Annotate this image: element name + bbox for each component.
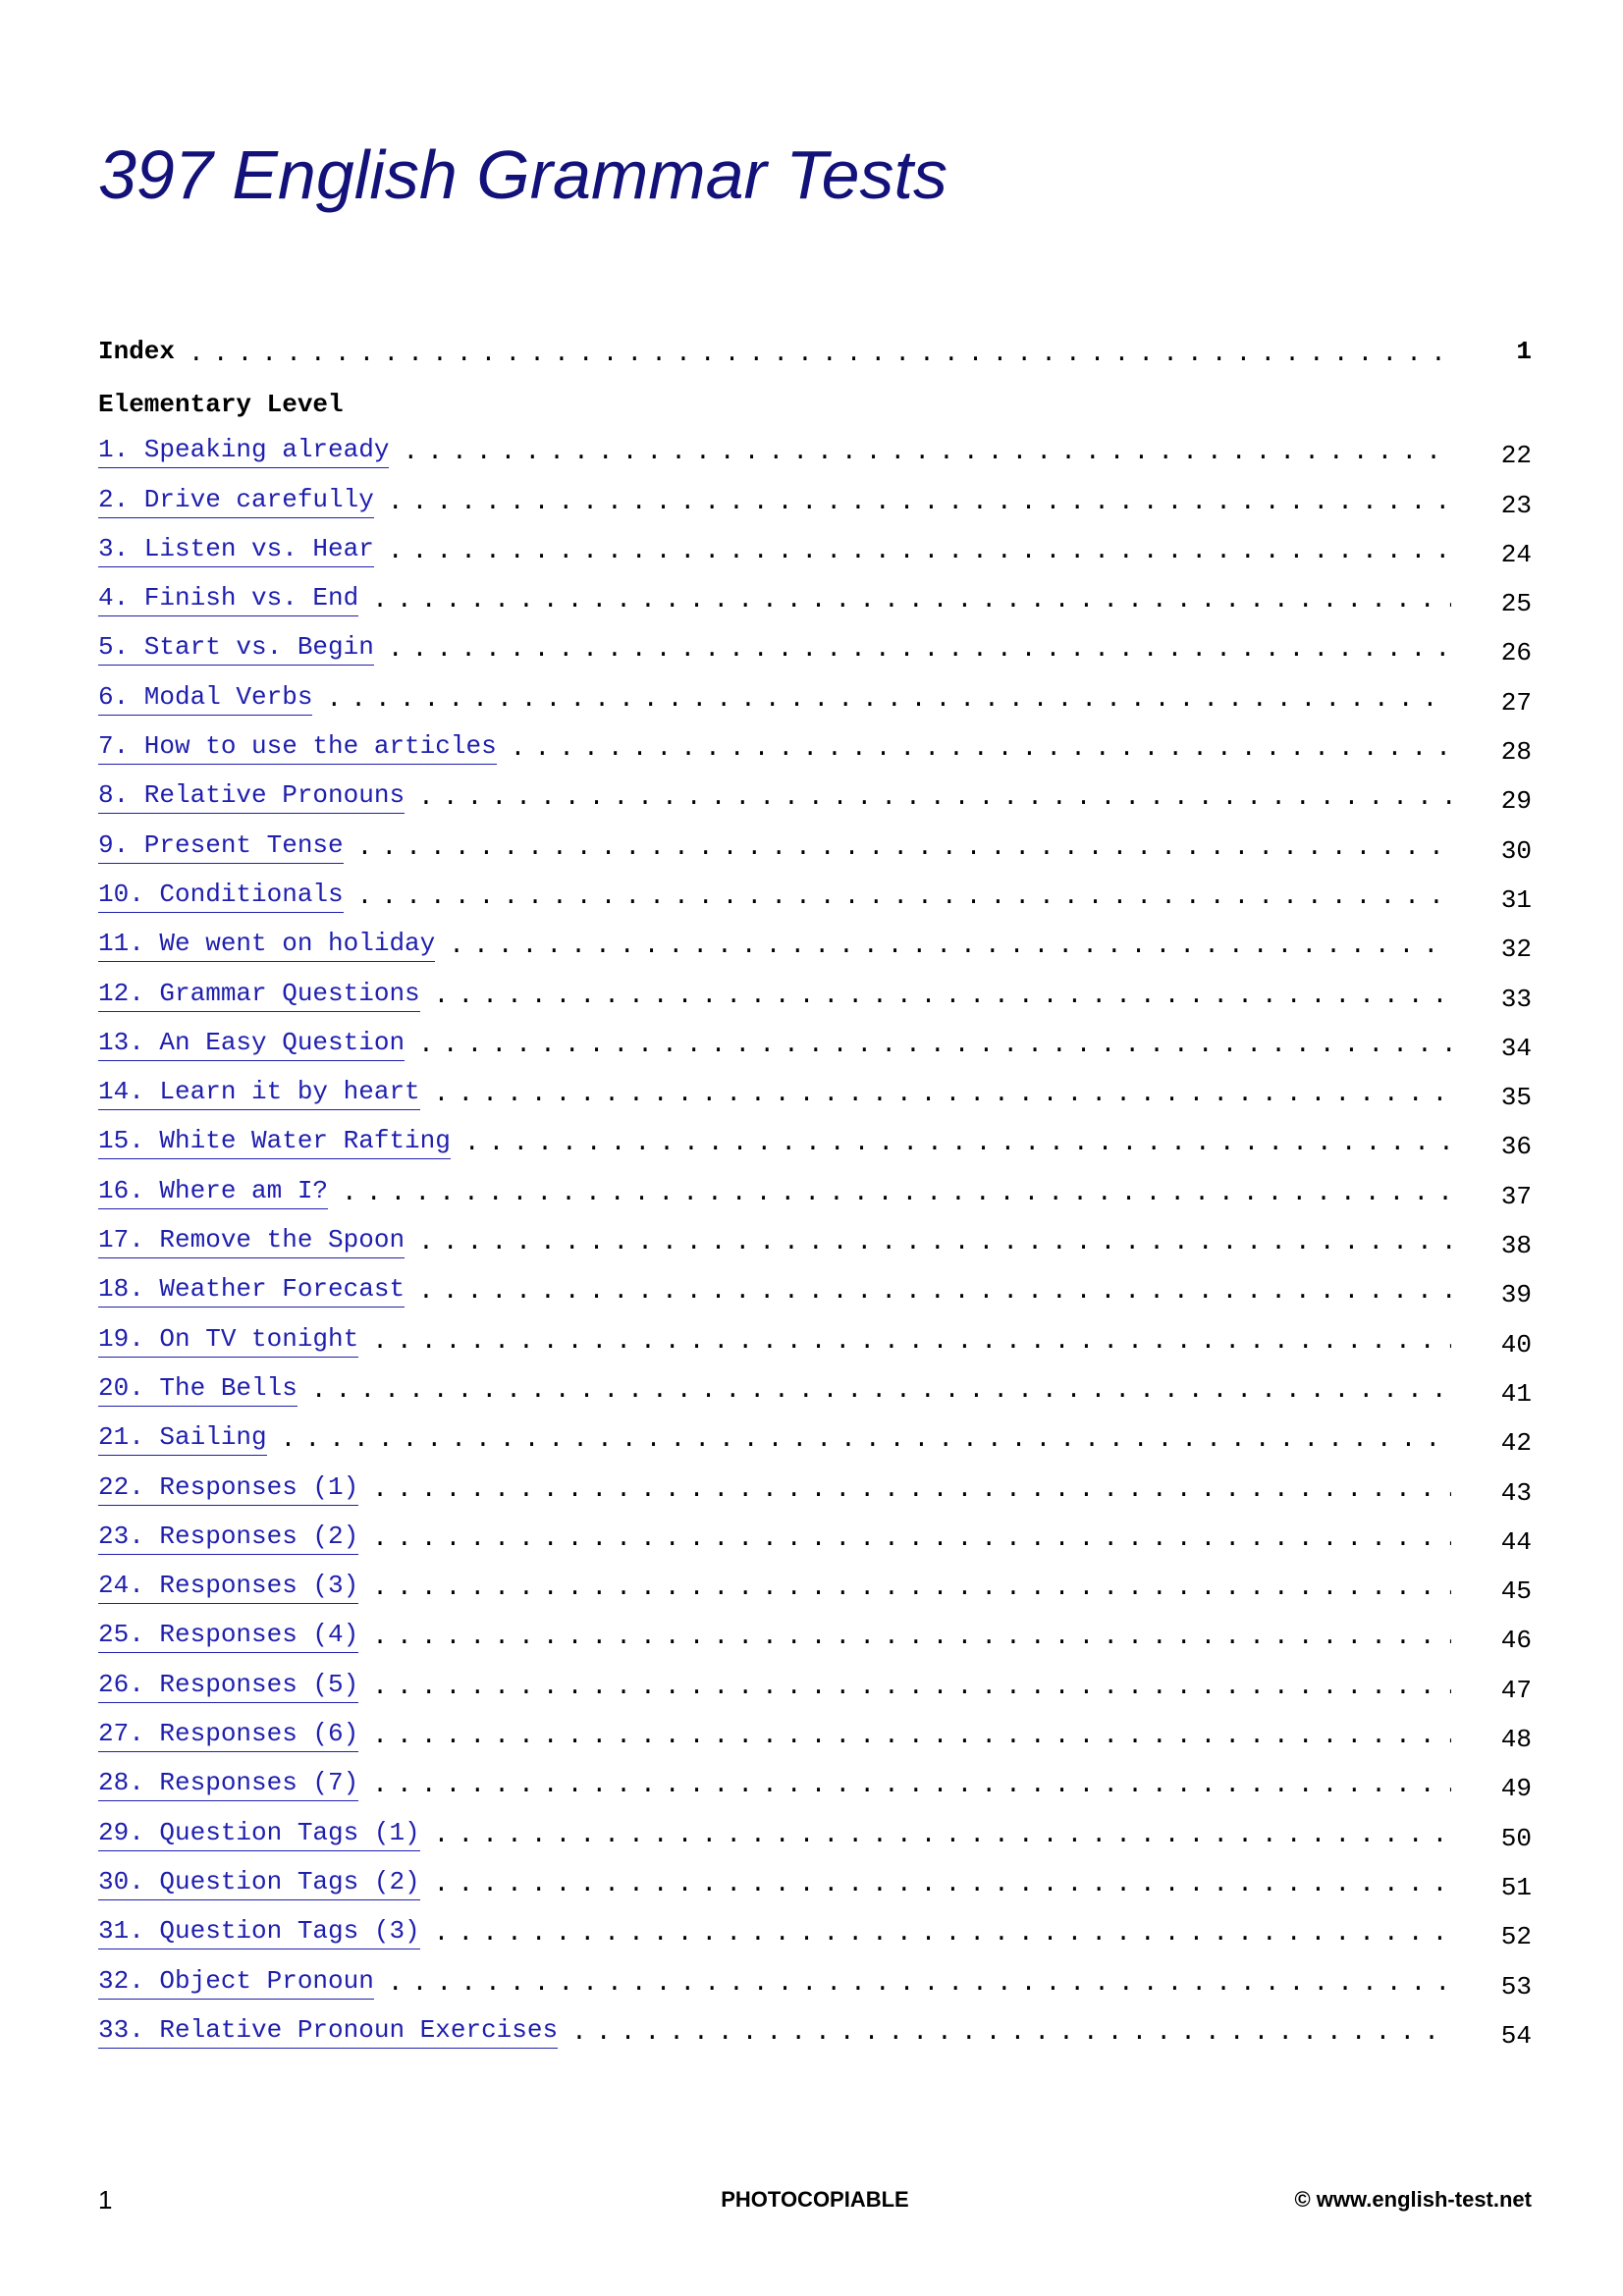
- toc-entry-label: [98, 632, 374, 675]
- toc-index-label: Index: [98, 337, 176, 366]
- toc-entry-page: 28: [1500, 737, 1532, 768]
- toc-entry-label: [98, 1818, 420, 1861]
- toc-entry-page: 27: [1500, 687, 1532, 718]
- toc-leader-dots: [464, 1128, 1451, 1169]
- toc-entry-label: [98, 1916, 420, 1959]
- toc-leader-dots: [372, 1721, 1451, 1762]
- toc-entry: [98, 626, 1532, 675]
- toc-entry-label: [98, 929, 435, 972]
- toc-entry: [98, 478, 1532, 527]
- toc-entry-label: [98, 1225, 405, 1268]
- toc-entry-page: 31: [1500, 884, 1532, 915]
- toc-entry-page: 37: [1500, 1181, 1532, 1211]
- toc-entry-page: 44: [1500, 1526, 1532, 1557]
- toc-entry-page: 45: [1500, 1576, 1532, 1607]
- toc-entry: [98, 725, 1532, 774]
- toc-entry-label: [98, 583, 358, 626]
- toc-entry: [98, 1811, 1532, 1860]
- section-heading: Elementary Level: [98, 390, 344, 419]
- toc-leader-dots: [434, 1918, 1451, 1959]
- toc-entry-page: 35: [1500, 1083, 1532, 1113]
- toc-entry: [98, 1516, 1532, 1565]
- toc-leader-dots: [281, 1424, 1451, 1466]
- toc-leader-dots: [434, 981, 1451, 1022]
- toc-entry-page: 32: [1500, 934, 1532, 965]
- toc-entry-label: [98, 979, 420, 1022]
- toc-entry-label: [98, 485, 374, 528]
- toc-entry-page: 22: [1500, 441, 1532, 471]
- toc-entry-link[interactable]: 4. Finish vs. End: [98, 583, 358, 616]
- toc-entry-link[interactable]: 30. Question Tags (2): [98, 1867, 420, 1900]
- toc-entry-label: [98, 1571, 358, 1614]
- toc-entry-label: [98, 880, 344, 923]
- toc-entry-page: 23: [1500, 490, 1532, 520]
- toc-entry-page: 36: [1500, 1132, 1532, 1162]
- toc-leader-dots: [418, 1030, 1451, 1071]
- toc-entry-page: 42: [1500, 1428, 1532, 1459]
- toc-entry-page: 54: [1500, 2020, 1532, 2051]
- toc-index-row: [98, 331, 1532, 380]
- toc-leader-dots: [403, 437, 1451, 478]
- toc-entry-link[interactable]: 32. Object Pronoun: [98, 1966, 374, 2000]
- toc-leader-dots: [372, 1573, 1451, 1614]
- toc-entry-label: [98, 435, 389, 478]
- toc-entry-link[interactable]: 1. Speaking already: [98, 435, 389, 468]
- table-of-contents: [98, 331, 1532, 2058]
- toc-leader-dots: [388, 487, 1451, 528]
- toc-entry-label: [98, 780, 405, 824]
- toc-entry-link[interactable]: 17. Remove the Spoon: [98, 1225, 405, 1258]
- toc-entry-link[interactable]: 19. On TV tonight: [98, 1324, 358, 1358]
- toc-entry-link[interactable]: 5. Start vs. Begin: [98, 632, 374, 666]
- toc-entry-label: [98, 1472, 358, 1516]
- toc-leader-dots: [372, 1326, 1451, 1367]
- toc-leader-dots: [189, 339, 1451, 380]
- toc-entry-page: 24: [1500, 539, 1532, 569]
- toc-entry-label: [98, 1867, 420, 1910]
- toc-leader-dots: [372, 1672, 1451, 1713]
- toc-entry-label: [98, 1077, 420, 1120]
- toc-entry-link[interactable]: 18. Weather Forecast: [98, 1274, 405, 1308]
- toc-entry-link[interactable]: 23. Responses (2): [98, 1522, 358, 1555]
- toc-entry: [98, 1367, 1532, 1416]
- toc-entry-link[interactable]: 14. Learn it by heart: [98, 1077, 420, 1110]
- toc-entry: [98, 1219, 1532, 1268]
- toc-entry: [98, 1663, 1532, 1712]
- toc-leader-dots: [372, 585, 1451, 626]
- toc-entry: [98, 577, 1532, 626]
- toc-entry: [98, 923, 1532, 972]
- toc-entry-page: 41: [1500, 1378, 1532, 1409]
- toc-entry: [98, 874, 1532, 923]
- toc-entry-label: [98, 1176, 328, 1219]
- toc-entry-page: 26: [1500, 638, 1532, 668]
- toc-entry: [98, 1268, 1532, 1317]
- toc-leader-dots: [342, 1178, 1451, 1219]
- toc-entry: [98, 1022, 1532, 1071]
- toc-entry-page: 47: [1500, 1675, 1532, 1705]
- toc-entry-page: 53: [1500, 1971, 1532, 2002]
- toc-leader-dots: [357, 881, 1451, 923]
- toc-entry: [98, 1959, 1532, 2008]
- toc-entry-page: 39: [1500, 1280, 1532, 1310]
- page-footer: [98, 2181, 1532, 2220]
- toc-entry: [98, 1169, 1532, 1218]
- toc-entry: [98, 429, 1532, 478]
- toc-entry-link[interactable]: 16. Where am I?: [98, 1176, 328, 1209]
- toc-leader-dots: [434, 1079, 1451, 1120]
- toc-leader-dots: [372, 1523, 1451, 1565]
- toc-entry-link[interactable]: 15. White Water Rafting: [98, 1126, 451, 1159]
- footer-photocopiable: PHOTOCOPIABLE: [721, 2187, 909, 2212]
- toc-leader-dots: [418, 1227, 1451, 1268]
- toc-entry-link[interactable]: 21. Sailing: [98, 1422, 267, 1456]
- toc-entry-link[interactable]: 22. Responses (1): [98, 1472, 358, 1506]
- toc-entry-link[interactable]: 7. How to use the articles: [98, 731, 497, 765]
- toc-entry: [98, 1565, 1532, 1614]
- toc-leader-dots: [388, 634, 1451, 675]
- toc-entry-page: 48: [1500, 1725, 1532, 1755]
- toc-entry-page: 34: [1500, 1033, 1532, 1063]
- toc-index-page: 1: [1516, 337, 1532, 366]
- toc-entry-link[interactable]: 2. Drive carefully: [98, 485, 374, 518]
- toc-entry-label: [98, 1422, 267, 1466]
- toc-entry-link[interactable]: 24. Responses (3): [98, 1571, 358, 1604]
- toc-entry-link[interactable]: 11. We went on holiday: [98, 929, 435, 962]
- toc-entry-page: 30: [1500, 835, 1532, 866]
- toc-entry: [98, 1861, 1532, 1910]
- toc-entry-page: 46: [1500, 1626, 1532, 1656]
- footer-page-number: 1: [98, 2185, 113, 2215]
- toc-entry-page: 40: [1500, 1329, 1532, 1360]
- toc-entry-link[interactable]: 20. The Bells: [98, 1373, 298, 1407]
- toc-entry-page: 51: [1500, 1872, 1532, 1902]
- toc-entry-list: [98, 429, 1532, 2058]
- toc-entry-label: [98, 731, 497, 774]
- toc-entry-link[interactable]: 8. Relative Pronouns: [98, 780, 405, 814]
- toc-entry-link[interactable]: 10. Conditionals: [98, 880, 344, 913]
- toc-entry-label: [98, 1028, 405, 1071]
- toc-leader-dots: [326, 684, 1451, 725]
- toc-entry-link[interactable]: 13. An Easy Question: [98, 1028, 405, 1061]
- toc-leader-dots: [449, 931, 1451, 972]
- toc-entry: [98, 1762, 1532, 1811]
- toc-leader-dots: [571, 2017, 1451, 2058]
- toc-entry: [98, 1614, 1532, 1663]
- toc-entry-link[interactable]: 29. Question Tags (1): [98, 1818, 420, 1851]
- toc-entry-label: [98, 534, 374, 577]
- toc-entry-page: 38: [1500, 1231, 1532, 1261]
- toc-entry-label: [98, 1274, 405, 1317]
- toc-entry: [98, 528, 1532, 577]
- toc-entry-link[interactable]: 33. Relative Pronoun Exercises: [98, 2015, 558, 2049]
- toc-entry-link[interactable]: 12. Grammar Questions: [98, 979, 420, 1012]
- toc-leader-dots: [388, 536, 1451, 577]
- toc-entry-link[interactable]: 25. Responses (4): [98, 1620, 358, 1653]
- toc-leader-dots: [372, 1622, 1451, 1663]
- toc-entry: [98, 1416, 1532, 1466]
- toc-entry-label: [98, 830, 344, 874]
- toc-entry-link[interactable]: 3. Listen vs. Hear: [98, 534, 374, 567]
- toc-entry-link[interactable]: 31. Question Tags (3): [98, 1916, 420, 1949]
- toc-entry-link[interactable]: 28. Responses (7): [98, 1768, 358, 1801]
- toc-entry: [98, 675, 1532, 724]
- toc-entry: [98, 1071, 1532, 1120]
- toc-entry-page: 49: [1500, 1774, 1532, 1804]
- toc-entry: [98, 1713, 1532, 1762]
- toc-leader-dots: [434, 1820, 1451, 1861]
- toc-entry-link[interactable]: 27. Responses (6): [98, 1719, 358, 1752]
- toc-entry: [98, 2009, 1532, 2058]
- toc-entry-link[interactable]: 26. Responses (5): [98, 1670, 358, 1703]
- toc-entry-page: 33: [1500, 984, 1532, 1014]
- toc-entry-label: [98, 2015, 558, 2058]
- toc-entry-label: [98, 1670, 358, 1713]
- toc-leader-dots: [418, 782, 1451, 824]
- toc-entry-label: [98, 1768, 358, 1811]
- toc-entry-label: [98, 1966, 374, 2009]
- toc-leader-dots: [311, 1375, 1451, 1416]
- toc-entry-label: [98, 1373, 298, 1416]
- document-title: 397 English Grammar Tests: [98, 136, 947, 213]
- toc-entry: [98, 1910, 1532, 1959]
- toc-leader-dots: [511, 733, 1451, 774]
- toc-entry: [98, 1317, 1532, 1366]
- toc-entry-label: [98, 1324, 358, 1367]
- toc-entry: [98, 972, 1532, 1021]
- toc-entry-page: 50: [1500, 1823, 1532, 1853]
- toc-entry-page: 52: [1500, 1922, 1532, 1952]
- toc-entry: [98, 824, 1532, 873]
- toc-entry: [98, 774, 1532, 824]
- toc-entry: [98, 1120, 1532, 1169]
- toc-leader-dots: [372, 1474, 1451, 1516]
- toc-entry-label: [98, 1522, 358, 1565]
- toc-leader-dots: [434, 1869, 1451, 1910]
- toc-entry-link[interactable]: 6. Modal Verbs: [98, 682, 312, 716]
- toc-leader-dots: [372, 1770, 1451, 1811]
- toc-entry-page: 25: [1500, 589, 1532, 619]
- toc-leader-dots: [357, 832, 1451, 874]
- toc-entry-link[interactable]: 9. Present Tense: [98, 830, 344, 864]
- footer-copyright: © www.english-test.net: [1294, 2187, 1532, 2212]
- toc-leader-dots: [388, 1968, 1451, 2009]
- toc-leader-dots: [418, 1276, 1451, 1317]
- toc-entry-label: [98, 1620, 358, 1663]
- toc-entry: [98, 1466, 1532, 1515]
- toc-entry-page: 43: [1500, 1477, 1532, 1508]
- toc-entry-label: [98, 682, 312, 725]
- toc-entry-page: 29: [1500, 786, 1532, 817]
- toc-entry-label: [98, 1126, 451, 1169]
- toc-entry-label: [98, 1719, 358, 1762]
